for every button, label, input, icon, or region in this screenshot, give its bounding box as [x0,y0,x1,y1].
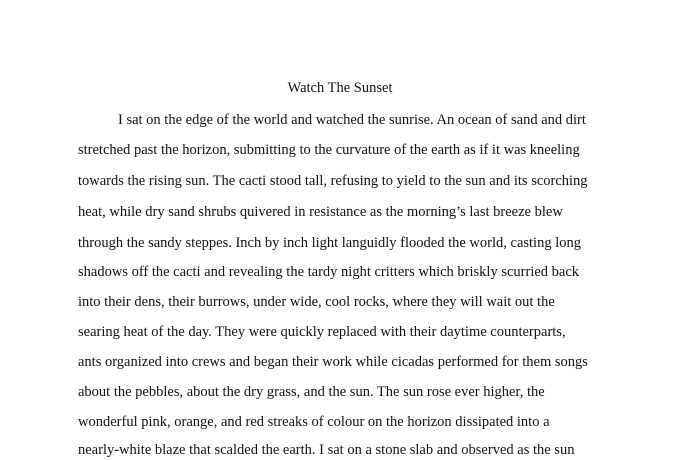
paragraph-line-1: I sat on the edge of the world and watched the sunrise. An ocean of sand and dirt [118,112,586,128]
paragraph-line-8: searing heat of the day. They were quickly replaced with their daytime counterparts, [78,324,566,340]
paragraph-line-6: shadows off the cacti and revealing the tardy night critters which briskly scurried back [78,264,580,280]
document-title: Watch The Sunset [287,80,393,96]
paragraph-line-9: ants organized into crews and began their work while cicadas performed for them songs [78,354,588,370]
paragraph-line-5: through the sandy steppes. Inch by inch light languidly flooded the world, casting long [78,235,581,251]
paragraph-line-2: stretched past the horizon, submitting to the curvature of the earth as if it was kneeling [78,142,580,158]
paragraph-line-3: towards the rising sun. The cacti stood tall, refusing to yield to the sun and its scorching [78,173,588,189]
paragraph-line-10: about the pebbles, about the dry grass, and the sun. The sun rose ever higher, the [78,384,545,400]
paragraph-line-11: wonderful pink, orange, and red streaks of colour on the horizon dissipated into a [78,414,550,430]
paragraph-line-4: heat, while dry sand shrubs quivered in resistance as the morning’s last breeze blew [78,204,563,220]
paragraph-line-7: into their dens, their burrows, under wide, cool rocks, where they will wait out the [78,294,555,310]
paragraph-line-12: nearly-white blaze that scalded the earth. I sat on a stone slab and observed as the sun [78,442,575,458]
